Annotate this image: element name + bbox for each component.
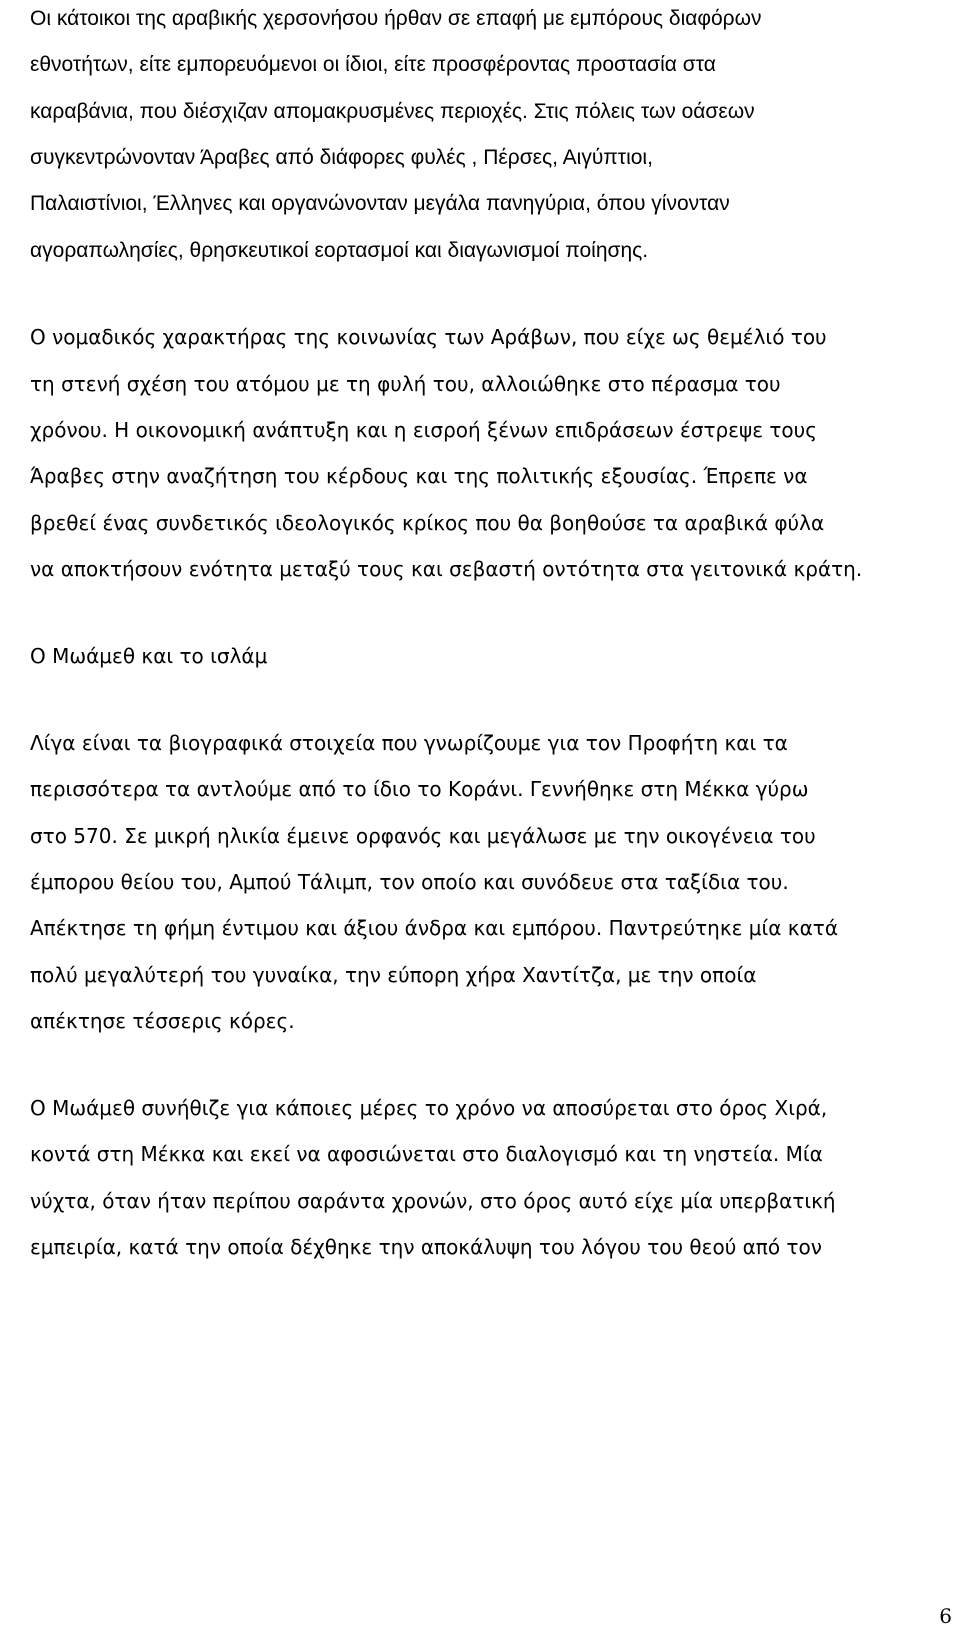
paragraph-2-line-6: να αποκτήσουν ενότητα μεταξύ τους και σεβαστή οντότητα στα γειτονικά κράτη. [30, 557, 863, 581]
paragraph-4-line-3: νύχτα, όταν ήταν περίπου σαράντα χρονών, στο όρος αυτό είχε μία υπερβατική [30, 1189, 836, 1213]
paragraph-3-line-2: περισσότερα τα αντλούμε από το ίδιο το Κοράνι. Γεννήθηκε στη Μέκκα γύρω [30, 777, 809, 801]
paragraph-3-line-5: Απέκτησε τη φήμη έντιμου και άξιου άνδρα και εμπόρου. Παντρεύτηκε μία κατά [30, 916, 838, 940]
paragraph-2-line-5: βρεθεί ένας συνδετικός ιδεολογικός κρίκος που θα βοηθούσε τα αραβικά φύλα [30, 511, 825, 535]
paragraph-1-line-2: εθνοτήτων, είτε εμπορευόμενοι οι ίδιοι, είτε προσφέροντας προστασία στα [30, 53, 716, 76]
paragraph-1-line-6: αγοραπωλησίες, θρησκευτικοί εορτασμοί και διαγωνισμοί ποίησης. [30, 239, 649, 262]
section-heading: Ο Μωάμεθ και το ισλάμ [30, 644, 268, 668]
paragraph-3-line-3: στο 570. Σε μικρή ηλικία έμεινε ορφανός και μεγάλωσε με την οικογένεια του [30, 824, 816, 848]
paragraph-4-line-1: Ο Μωάμεθ συνήθιζε για κάποιες μέρες το χρόνο να αποσύρεται στο όρος Χιρά, [30, 1096, 828, 1120]
paragraph-3-line-7: απέκτησε τέσσερις κόρες. [30, 1009, 295, 1033]
paragraph-1-line-4: συγκεντρώνονταν Άραβες από διάφορες φυλές , Πέρσες, Αιγύπτιοι, [30, 146, 653, 169]
paragraph-3-line-6: πολύ μεγαλύτερή του γυναίκα, την εύπορη χήρα Χαντίτζα, με την οποία [30, 963, 757, 987]
paragraph-1-line-1: Οι κάτοικοι της αραβικής χερσονήσου ήρθαν σε επαφή με εμπόρους διαφόρων [30, 7, 762, 30]
paragraph-4-line-4: εμπειρία, κατά την οποία δέχθηκε την αποκάλυψη του λόγου του θεού από τον [30, 1235, 822, 1259]
paragraph-4-line-2: κοντά στη Μέκκα και εκεί να αφοσιώνεται στο διαλογισμό και τη νηστεία. Μία [30, 1142, 823, 1166]
paragraph-2-line-3: χρόνου. Η οικονομική ανάπτυξη και η εισροή ξένων επιδράσεων έστρεψε τους [30, 418, 817, 442]
page-number: 6 [939, 1604, 952, 1628]
paragraph-2-line-4: Άραβες στην αναζήτηση του κέρδους και της πολιτικής εξουσίας. Έπρεπε να [30, 464, 808, 488]
paragraph-3-line-4: έμπορου θείου του, Αμπού Τάλιμπ, τον οποίο και συνόδευε στα ταξίδια του. [30, 870, 789, 894]
paragraph-2-line-1: Ο νομαδικός χαρακτήρας της κοινωνίας των Αράβων, που είχε ως θεμέλιό του [30, 325, 827, 349]
paragraph-1-line-3: καραβάνια, που διέσχιζαν απομακρυσμένες περιοχές. Στις πόλεις των οάσεων [30, 100, 755, 123]
paragraph-3-line-1: Λίγα είναι τα βιογραφικά στοιχεία που γνωρίζουμε για τον Προφήτη και τα [30, 731, 788, 755]
paragraph-1-line-5: Παλαιστίνιοι, Έλληνες και οργανώνονταν μεγάλα πανηγύρια, όπου γίνονταν [30, 192, 730, 215]
paragraph-2-line-2: τη στενή σχέση του ατόμου με τη φυλή του, αλλοιώθηκε στο πέρασμα του [30, 372, 781, 396]
